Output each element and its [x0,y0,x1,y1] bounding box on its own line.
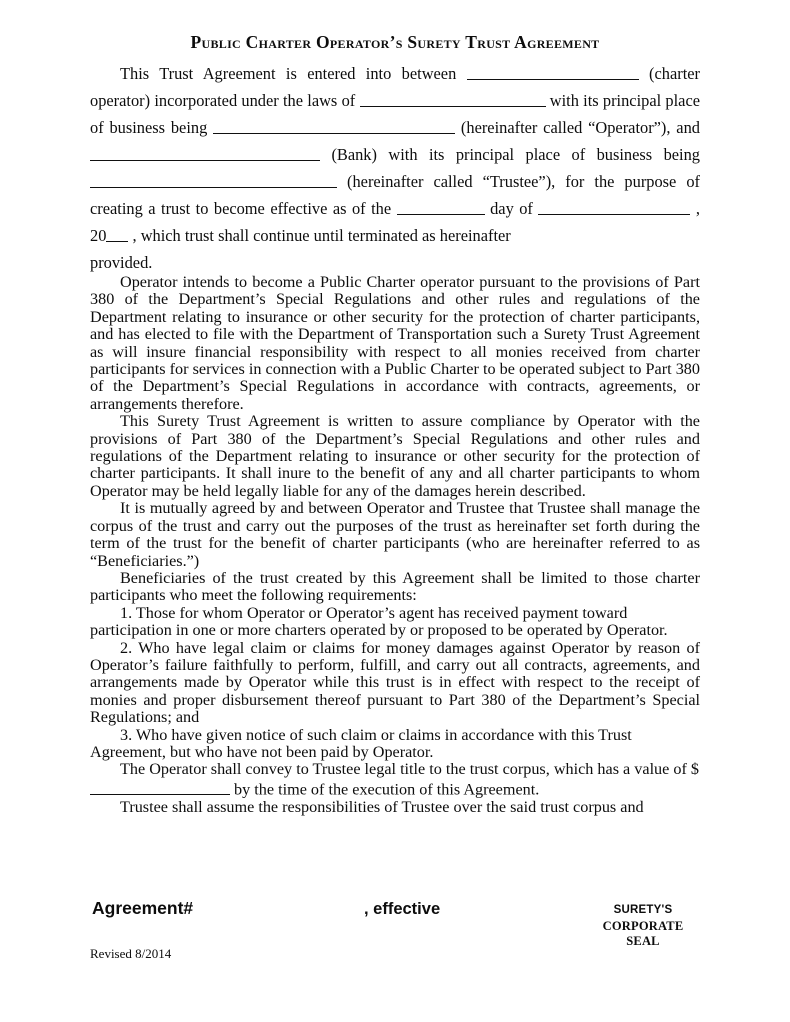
state-of-incorporation-blank[interactable] [360,90,546,107]
trustee-business-address-blank[interactable] [90,171,337,188]
paragraph-trustee-responsibilities: Trustee shall assume the responsibilities of Trustee over the said trust corpus and [120,797,644,816]
revision-date: Revised 8/2014 [90,946,172,961]
page-title: Public Charter Operator’s Surety Trust Agreement [190,32,600,52]
operator-business-address-blank[interactable] [213,117,455,134]
opening-text-5: (Bank) with its principal place of business being [331,145,700,164]
trust-corpus-text-1: The Operator shall convey to Trustee legal title to the trust corpus, which has a value of $ [120,760,700,779]
effective-date-label: , effective [364,900,441,918]
charter-operator-blank[interactable] [467,63,639,80]
surety-corporate-seal [570,903,716,950]
agreement-number-label: Agreement# [92,898,194,918]
seal-line-corporate: CORPORATE [602,918,684,933]
requirement-item-3: 3. Who have given notice of such claim or claims in accordance with this Trust Agreement, but who have not been paid by Operator. [90,725,632,761]
opening-text-6: (hereinafter called “Trustee”), for the purpose of creating a trust to become effective as of the [90,172,700,218]
bank-name-blank[interactable] [90,144,320,161]
effective-year-blank[interactable] [106,225,128,242]
paragraph-operator-intent: Operator intends to become a Public Charter operator pursuant to the provisions of Part 380 of the Department’s Special Regulations and other rules and regulations of the Department relating to insurance or other security for the protection of charter participants, and has elected to file with the Department of Transportation such a Surety Trust Agreement as will insure financial responsibility with respect to all monies received from charter participants for services in connection with a Public Charter to be operated subject to Part 380 of the Department’s Special Regulations in accordance with contracts, agreements, or arrangements therefore. [90,273,700,413]
opening-text-8: , 20 [90,199,700,245]
trust-corpus-amount-blank[interactable] [90,779,230,795]
document-body [90,274,700,816]
seal-line-surety: SURETY'S [613,904,673,916]
opening-text-4: (hereinafter called “Operator”), and [460,118,700,137]
opening-text-3: with its principal place of business being [90,91,700,137]
trust-corpus-text-2: by the time of the execution of this Agreement. [234,780,540,799]
effective-month-blank[interactable] [538,198,690,215]
paragraph-beneficiaries-intro: Beneficiaries of the trust created by this Agreement shall be limited to those charter participants who meet the following requirements: [90,568,700,605]
paragraph-trust-corpus-value [90,761,700,798]
requirement-item-1: 1. Those for whom Operator or Operator’s agent has received payment toward participation in one or more charters operated by or proposed to be operated by Operator. [90,603,668,640]
opening-text-9: , which trust shall continue until terminated as hereinafter [132,226,511,245]
paragraph-compliance: This Surety Trust Agreement is written to assure compliance by Operator with the provisions of Part 380 of the Department’s Special Regulations and other rules and regulations of the Department relating to insurance or other security for the protection of charter participants. It shall inure to the benefit of any and all charter participants to whom Operator may be held legally liable for any of the damages herein described. [90,412,700,500]
opening-recital-block [90,60,700,276]
opening-text-1: This Trust Agreement is entered into between [120,64,457,83]
opening-text-2: (charter operator) incorporated under the laws of [90,64,700,110]
requirement-item-2: 2. Who have legal claim or claims for money damages against Operator by reason of Operator’s failure faithfully to perform, fulfill, and carry out all contracts, agreements, and arrangements made by Operator while this trust is in effect with respect to the receipt of monies and proper disbursement thereof pursuant to Part 380 of the Department’s Special Regulations; and [90,638,700,727]
opening-text-10: provided. [90,253,153,272]
seal-line-seal: SEAL [626,934,660,948]
paragraph-mutual-agreement: It is mutually agreed by and between Operator and Trustee that Trustee shall manage the corpus of the trust and carry out the purposes of the trust as hereinafter set forth during the term of the trust for the benefit of charter participants (who are hereinafter referred to as “Beneficiaries.”) [90,499,700,570]
effective-day-blank[interactable] [397,198,485,215]
opening-text-7: day of [490,199,533,218]
